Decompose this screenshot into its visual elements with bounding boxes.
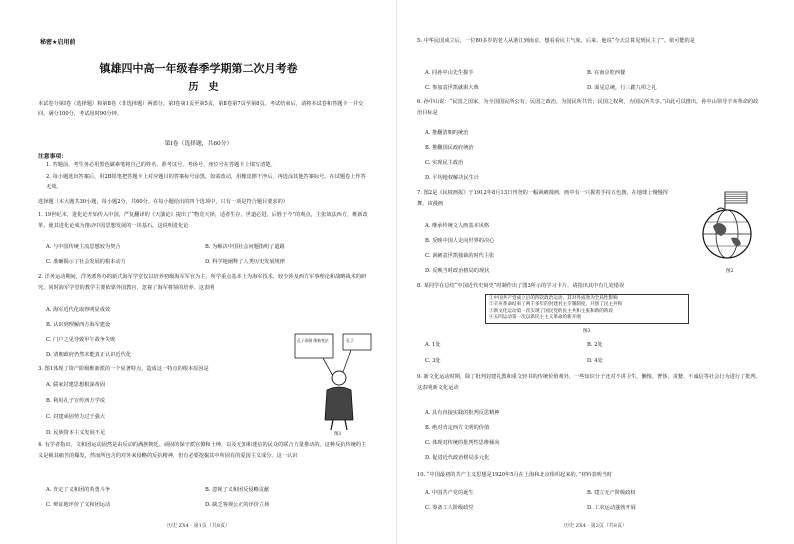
note-item: 2. 每小题选出答案后，用2B铅笔把答题卡上对应题目的答案标号涂黑。如需改动，用橡皮擦干净后，再选涂其他答案标号。在试题卷上作答无效。 (46, 174, 366, 190)
figure-head (332, 371, 346, 385)
study-card-line: ④五四运动第一次以新民主主义革命的新开端 (489, 315, 581, 321)
exam-intro: 本试卷分第Ⅰ卷（选择题）和第Ⅱ卷（非选择题）两部分。第Ⅰ卷第1页至第5页，第Ⅱ卷第7页至第8页。考试结束后，请将本试卷和答题卡一并交回。满分100分，考试用时90分钟。 (38, 101, 364, 117)
question-10-option-c: C. 筹备工人阶级政党 (425, 505, 474, 511)
figure-1-cartoon (293, 332, 378, 432)
question-2-option-c: C. 门户之见导致甲午战争失败 (46, 337, 116, 343)
question-4-option-a: A. 肯定了义和团的英勇斗争 (46, 487, 111, 493)
figure-3-caption: 图3 (583, 329, 591, 334)
question-8-option-a: A. 1处 (425, 342, 441, 348)
study-card-line: ②辛亥革命结束了两千多年的封建君主专制制度，开创了民主共和 (489, 302, 623, 308)
question-3-option-a: A. 儒家封建思想根深蒂固 (46, 382, 105, 388)
question-1-stem: 1. 19世纪末，进化论开始传入中国，严复翻译的《天演论》提出了“物竞天择，适者生存，世道必进，后胜于今”的观点，主张效法西方，维新改革，使其进化论成为推动中国思想发展的一块基石。这说明进化论 (38, 212, 368, 229)
question-7-option-a: A. 继承传统文人画基本风格 (425, 223, 490, 229)
question-2-option-a: A. 海军近代化取得明显成效 (46, 307, 111, 313)
question-7-option-c: C. 讽刺袁世凯独裁的时代主张 (425, 253, 495, 259)
question-6-stem: 6. 孙中山说：“民国之国家，为全国国民所公有；民国之政治，为国民所共管；民国之权利，为国民所共享。”由此可以推出，孙中山领导辛亥革命的政治目标是 (417, 99, 759, 116)
question-1-option-c: C. 准确揭示了社会发展的根本动力 (46, 259, 126, 265)
question-4-option-d: D. 缺乏客观公正的评价立场 (205, 502, 270, 508)
question-7-option-d: D. 反映当时政治格局的现状 (425, 268, 490, 274)
question-9-stem: 9. 新文化运动时期，除了批判封建礼教和重文轻书的传统价值观外，一些知识分子还对不讲卫生、懒惰、奢侈、贪婪、不诚信等社会行为进行了批判。这表明新文化运动 (417, 374, 761, 391)
question-6-option-c: C. 实现民主政治 (425, 160, 464, 166)
question-4-option-c: C. 辩证地评价了义和团运动 (46, 502, 111, 508)
question-9-option-d: D. 促进近代政治格局多元化 (425, 455, 490, 461)
figure-1-caption: 图1 (334, 432, 342, 437)
question-3-stem: 3. 图1体现了资产阶级维新派的一个显著特点，造成这一特点的根本原因是 (38, 366, 209, 372)
question-7-stem: 7. 图2是《民权画报》于1912年8月13日刊登的一幅讽刺漫画，画中有一只握着手持五色旗，在地球上慢慢挥舞。该漫画 (417, 190, 668, 207)
question-4-stem: 4. 有学者指出，文和团运动固然是由反动的满族朝廷、顽固的保守派官僚和士绅，以及无知和迷信的民众的联合力量推动的。这种反抗传统的主义是极其痛苦的爆发，然而所包含的对外来侵略的反抗精神，但有必要挖掘其中所固有的爱国主义成分。这一认识 (38, 442, 367, 459)
question-2-stem: 2. 洋务运动期间，洋务派所办的新式海军学堂仅以培养初级海军军官为主，所学重点基本上为海军技术，较少涉及西方军事理论和战略战术的研究。同时海军学堂的教学主要依靠外国教官，忽视了海军将领的培养。这表明 (38, 274, 367, 291)
figure-robe (325, 387, 353, 420)
exam-title: 镇雄四中高一年级春季学期第二次月考卷 (99, 62, 298, 75)
question-8-option-c: C. 3处 (425, 358, 441, 364)
question-3-option-c: C. 封建顽固势力过于强大 (46, 414, 105, 420)
question-1-option-b: B. 为解决中国社会问题指明了道路 (205, 244, 285, 250)
page-footer-right: 历史 ZX4 · 第2页（共8页） (564, 523, 627, 529)
question-4-option-b: B. 忽视了义和团反侵略贡献 (205, 487, 270, 493)
study-card-line: ③新文化运动第一次实现了国民党的民主共和主张和新的阶段 (489, 308, 614, 314)
question-1-option-a: A. 与中国传统主流思想较为契合 (46, 244, 121, 250)
question-5-stem: 5. 中华民国成立后，一位80多岁的老人从浙江到南京，想看看民主气象，后来，他说“今天总算见到民主了”。依可能的是 (417, 38, 695, 44)
question-3-option-b: B. 利用孔子宣传西方学说 (46, 398, 105, 404)
question-2-option-d: D. 清朝政府仍然未能真正认识近代化 (46, 352, 132, 358)
question-10-option-b: B. 建立无产阶级政权 (587, 490, 636, 496)
question-5-option-a: A. 同孙中山先生握手 (425, 70, 474, 76)
subject-title: 历史 (188, 82, 229, 93)
study-card-line: ①中国共产党成立后的四次政治运动，其对外成效为全局性影响 (489, 296, 618, 301)
exam-page-right (397, 0, 794, 544)
question-9-option-c: C. 体现对传统的批判性思维倾向 (425, 440, 500, 446)
figure-2-globe-cartoon (695, 188, 765, 268)
question-6-option-a: A. 推翻清朝的统治 (425, 130, 469, 136)
figure-3-study-card (485, 294, 689, 324)
page-footer-left: 历史 ZX4 · 第1页（共8页） (167, 523, 230, 529)
question-8-option-b: B. 2处 (587, 342, 603, 348)
confidential-label: 秘密★启用前 (40, 39, 76, 46)
question-10-option-a: A. 中国共产党的诞生 (425, 490, 474, 496)
note-item: 1. 答题前，考生务必用黑色碳素笔将自己的姓名、准考证号、考场号、座位号在答题卡上填写清楚。 (46, 162, 276, 168)
question-1-option-d: D. 科学地阐释了人类历史发展规律 (205, 259, 285, 265)
five-color-flag (725, 192, 747, 203)
question-5-option-b: B. 在南京吃西餐 (587, 70, 626, 76)
question-9-option-b: B. 绝对肯定西方文明的价值 (425, 425, 490, 431)
question-8-stem: 8. 某同学在总结“中国近代史简史”时制作出了图3所示的学习卡片，请指出其中有几处错误 (417, 283, 625, 289)
question-6-option-b: B. 推翻国民政府统治 (425, 145, 474, 151)
question-8-option-d: D. 4处 (587, 358, 603, 364)
question-3-option-d: D. 民族资本主义发展不足 (46, 430, 106, 436)
section-title: 选择题（本大题共30小题，每小题2分，共60分。在每小题给出的四个选项中，只有一项是符合题目要求的） (38, 199, 288, 205)
question-2-option-b: B. 认识到理解西方海军建设 (46, 322, 111, 328)
question-9-option-a: A. 具有直接实践的批判反思精神 (425, 410, 500, 416)
question-6-option-d: D. 平均地权解决民生计 (425, 175, 479, 181)
question-5-option-d: D. 面见总统，行三跪九叩之礼 (587, 85, 657, 91)
figure-2-caption: 图2 (726, 269, 734, 274)
part1-title: 第Ⅰ卷（选择题，共60分） (164, 141, 233, 147)
question-7-option-b: B. 反映中国人走向世界的决心 (425, 238, 495, 244)
notes-heading: 注意事项： (38, 154, 67, 160)
figure-1-speech-left: 孔子改制 维新变法 (297, 338, 329, 343)
question-10-stem: 10. “中国最初的共产主义思想是1920年5月在上海和北京组织起来的。”材料表明当时 (417, 472, 613, 478)
question-10-option-d: D. 工农运动蓬勃开展 (587, 505, 636, 511)
question-5-option-c: C. 参加袁世凯就职大典 (425, 85, 479, 91)
figure-1-speech-right: 孔子 (346, 338, 354, 343)
